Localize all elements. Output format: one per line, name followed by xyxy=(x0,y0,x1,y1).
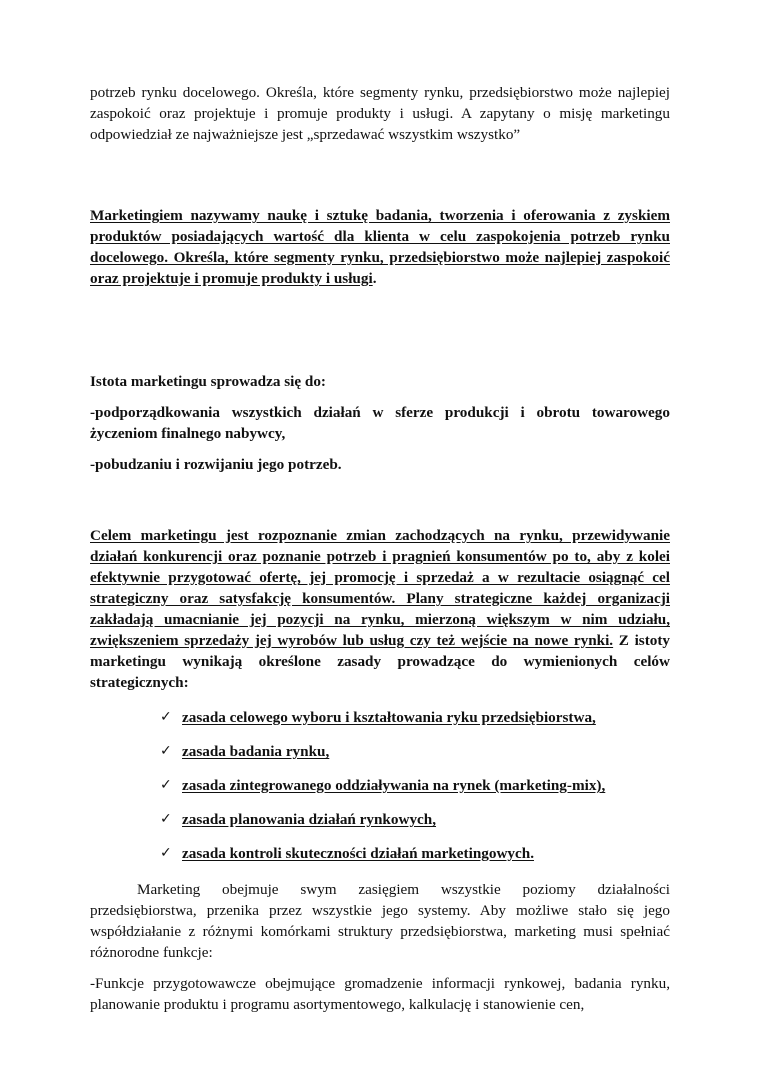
istota-item-1: -podporządkowania wszystkich działań w sferze produkcji i obrotu towarowego życzeniom finalnego nabywcy, xyxy=(90,404,670,442)
principle-text: zasada zintegrowanego oddziaływania na rynek (marketing-mix), xyxy=(182,777,606,794)
principle-item xyxy=(160,741,670,775)
istota-item-2: -pobudzaniu i rozwijaniu jego potrzeb. xyxy=(90,456,342,473)
check-icon: ✓ xyxy=(160,811,172,827)
functions-paragraph: -Funkcje przygotowawcze obejmujące gromadzenie informacji rynkowej, badania rynku, planowanie produktu i programu asortymentowego, kalkulację i stanowienie cen, xyxy=(90,975,670,1013)
spacer xyxy=(90,145,670,205)
goal-underlined-text: Celem marketingu jest rozpoznanie zmian zachodzących na rynku, przewidywanie działań konkurencji oraz poznanie potrzeb i pragnień konsumentów po to, aby z kolei efektywnie przygotować ofertę, jej promocję i sprzedaż a w rezultacie osiągnąć cel strategiczny oraz satysfakcję konsumentów. Plany strategiczne każdej organizacji zakładają umacnianie jej pozycji na rynku, mierzoną większym w nim udziału, zwiększeniem sprzedaży jej wyrobów lub usług czy też wejście na nowe rynki. xyxy=(90,527,670,649)
definition-text: Marketingiem nazywamy naukę i sztukę badania, tworzenia i oferowania z zyskiem produktów posiadających wartość dla klienta w celu zaspokojenia potrzeb rynku docelowego. Określa, które segmenty rynku, przedsiębiorstwo może najlepiej zaspokoić oraz projektuje i promuje produkty i usługi xyxy=(90,207,670,287)
check-icon: ✓ xyxy=(160,743,172,759)
principle-text: zasada kontroli skuteczności działań marketingowych. xyxy=(182,845,534,862)
principle-text: zasada celowego wyboru i kształtowania ryku przedsiębiorstwa, xyxy=(182,709,596,726)
check-icon: ✓ xyxy=(160,777,172,793)
istota-heading: Istota marketingu sprowadza się do: xyxy=(90,373,326,390)
check-icon: ✓ xyxy=(160,845,172,861)
intro-paragraph: potrzeb rynku docelowego. Określa, które segmenty rynku, przedsiębiorstwo może najlepiej zaspokoić oraz projektuje i promuje produkty i usługi. A zapytany o misję marketingu odpowiedział ze najważniejsze jest „sprzedawać wszystkim wszystko” xyxy=(90,84,670,143)
definition-end: . xyxy=(372,270,377,287)
principle-text: zasada planowania działań rynkowych, xyxy=(182,811,437,828)
check-icon: ✓ xyxy=(160,709,172,725)
principle-item xyxy=(160,707,670,741)
principle-item xyxy=(160,775,670,809)
goal-paragraph xyxy=(90,525,670,693)
goal-plain-text: Z istoty marketingu wynikają określone zasady prowadzące do wymienionych celów strategicznych: xyxy=(90,632,671,691)
spacer xyxy=(90,693,670,707)
spacer xyxy=(90,475,670,525)
document-page xyxy=(90,82,670,1015)
definition-paragraph xyxy=(90,205,670,289)
principle-item xyxy=(160,809,670,843)
scope-paragraph: Marketing obejmuje swym zasięgiem wszystkie poziomy działalności przedsiębiorstwa, przenika przez wszystkie jego systemy. Aby możliwe stało się jego współdziałanie z różnymi komórkami struktury przedsiębiorstwa, marketing musi spełniać różnorodne funkcje: xyxy=(90,881,670,961)
principle-text: zasada badania rynku, xyxy=(182,743,330,760)
principle-item xyxy=(160,843,670,877)
principles-list xyxy=(90,707,670,877)
spacer xyxy=(90,289,670,371)
